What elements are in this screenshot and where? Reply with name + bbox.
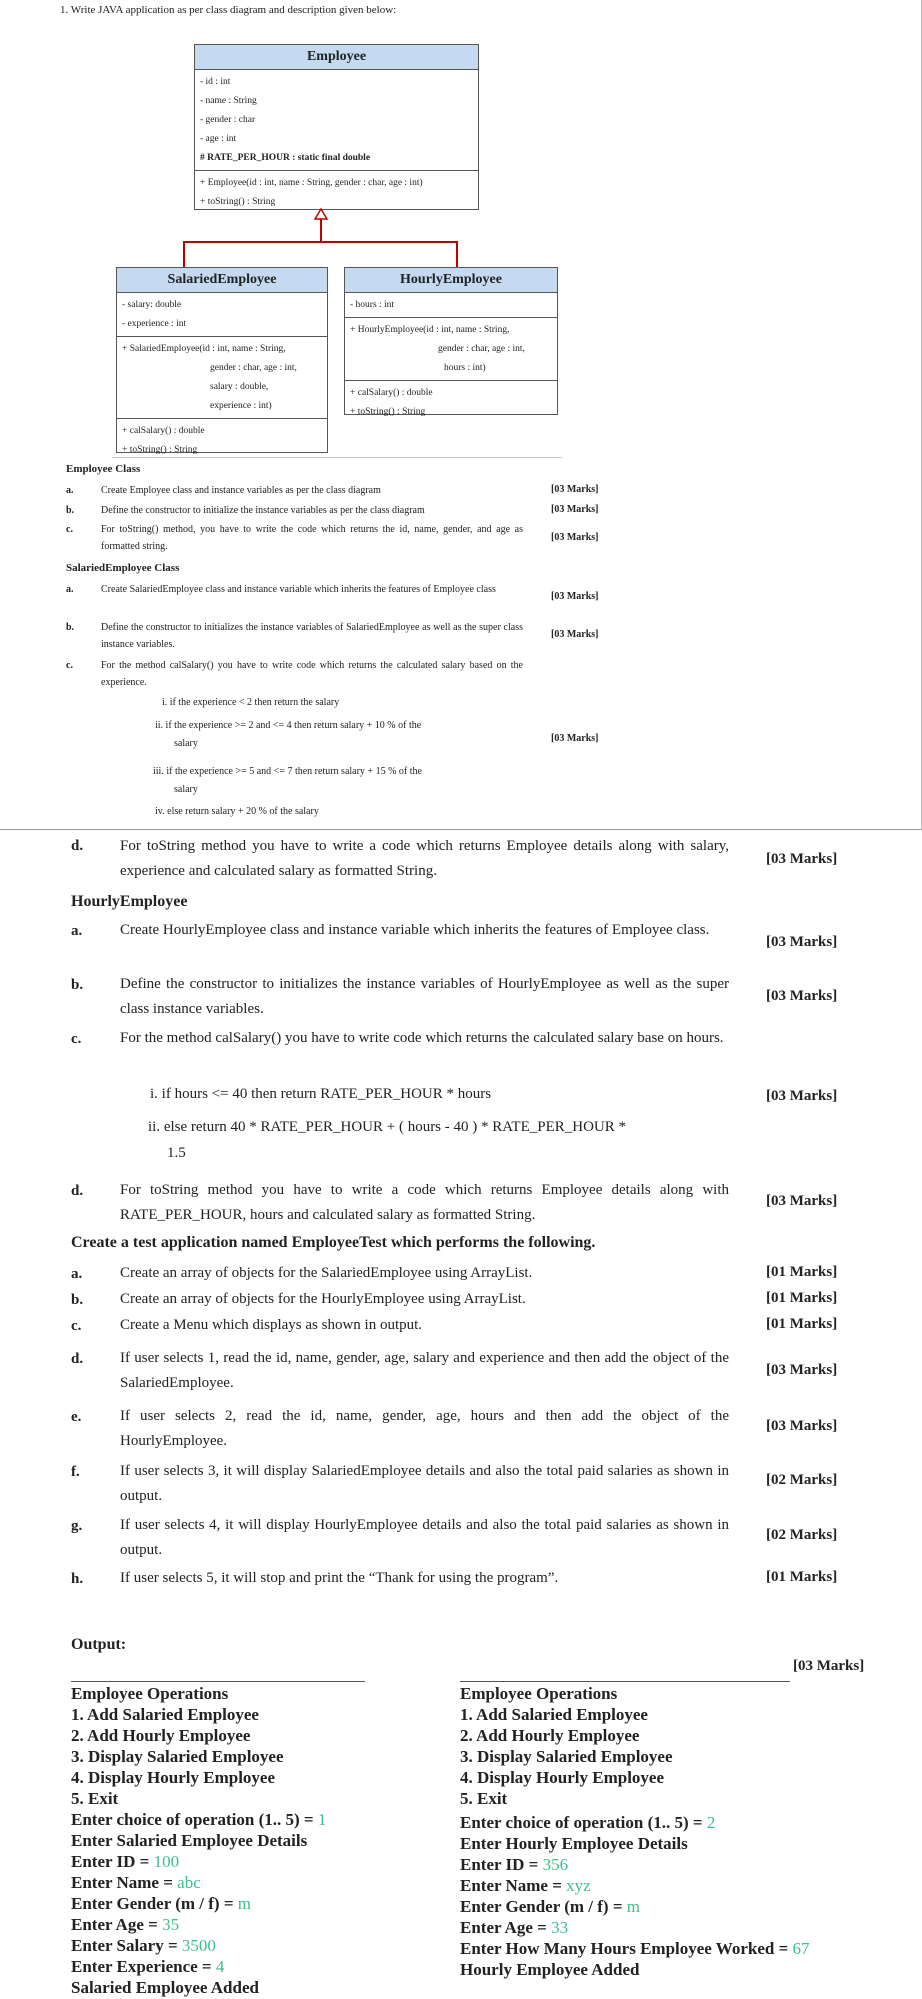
employee-methods xyxy=(195,171,478,214)
inheritance-line-left xyxy=(183,241,185,267)
marks-label: [01 Marks] xyxy=(766,1290,838,1306)
console-line xyxy=(460,1938,810,1959)
console-line xyxy=(460,1917,810,1938)
console-line xyxy=(460,1959,810,1980)
employee-method: + toString() : String xyxy=(200,197,276,207)
item-text: For toString method you have to write a code which returns Employee details along with salary, experience and calculated salary as formatted String. xyxy=(120,838,729,879)
output-left-rule xyxy=(71,1681,365,1682)
salaried-methods xyxy=(117,419,327,462)
item-letter: c. xyxy=(71,1031,82,1047)
top-document-page xyxy=(0,0,922,830)
sub-item: salary xyxy=(174,784,198,795)
hourly-class-box xyxy=(344,267,558,415)
marks-label: [03 Marks] xyxy=(766,988,838,1004)
prompt-label: Enter choice of operation (1.. 5) = xyxy=(460,1813,707,1832)
salaried-method: + toString() : String xyxy=(122,445,198,455)
salaried-attributes xyxy=(117,293,327,337)
marks-label: [02 Marks] xyxy=(766,1472,838,1488)
marks-label: [03 Marks] xyxy=(766,1418,838,1434)
employee-class-name: Employee xyxy=(195,45,478,70)
item-letter: a. xyxy=(71,1266,83,1282)
prompt-label: Enter choice of operation (1.. 5) = xyxy=(71,1810,318,1829)
item-text: Create Employee class and instance variables as per the class diagram xyxy=(101,485,381,496)
salaried-ctor xyxy=(117,337,327,419)
hourly-attr: - hours : int xyxy=(350,300,395,310)
marks-label: [01 Marks] xyxy=(766,1569,838,1585)
menu-line: 5. Exit xyxy=(71,1789,119,1808)
item-letter: b. xyxy=(66,622,75,633)
separator-line xyxy=(112,457,562,458)
marks-label: [03 Marks] xyxy=(551,591,599,602)
inheritance-arrow-icon xyxy=(314,208,328,222)
marks-label: [01 Marks] xyxy=(766,1316,838,1332)
item-text: Define the constructor to initialize the instance variables as per the class diagram xyxy=(101,505,425,516)
console-line xyxy=(71,1956,326,1977)
marks-label: [03 Marks] xyxy=(551,532,599,543)
sub-item: ii. if the experience >= 2 and <= 4 then return salary + 10 % of the xyxy=(155,720,422,731)
marks-label: [03 Marks] xyxy=(766,1088,838,1104)
item-letter: d. xyxy=(71,838,84,854)
salaried-ctor-line: salary : double, xyxy=(210,382,269,392)
prompt-label: Enter Gender (m / f) = xyxy=(71,1894,238,1913)
marks-label: [03 Marks] xyxy=(551,504,599,515)
menu-line: 3. Display Salaried Employee xyxy=(71,1747,284,1766)
item-text: If user selects 5, it will stop and print the “Thank for using the program”. xyxy=(120,1570,559,1586)
console-line xyxy=(71,1872,326,1893)
menu-line: 1. Add Salaried Employee xyxy=(460,1705,648,1724)
employee-method: + Employee(id : int, name : String, gender : char, age : int) xyxy=(200,178,423,188)
prompt-label: Enter Age = xyxy=(460,1918,552,1937)
hourly-ctor-line: gender : char, age : int, xyxy=(438,344,525,354)
marks-label: [03 Marks] xyxy=(766,934,838,950)
salaried-class-box xyxy=(116,267,328,453)
prompt-label: Enter Gender (m / f) = xyxy=(460,1897,627,1916)
marks-label: [03 Marks] xyxy=(766,1193,838,1209)
input-value: 100 xyxy=(153,1852,180,1871)
item-text: Create an array of objects for the SalariedEmployee using ArrayList. xyxy=(120,1265,533,1281)
item-text: Create a Menu which displays as shown in output. xyxy=(120,1317,423,1333)
hourly-ctor xyxy=(345,318,557,381)
hourly-attributes xyxy=(345,293,557,318)
item-text: For the method calSalary() you have to write code which returns the calculated salary based on the experience. xyxy=(101,660,523,688)
marks-label: [03 Marks] xyxy=(551,629,599,640)
input-value: 67 xyxy=(792,1939,810,1958)
sub-item: 1.5 xyxy=(167,1145,186,1161)
salaried-ctor-line: + SalariedEmployee(id : int, name : String, xyxy=(122,344,286,354)
prompt-label: Enter Age = xyxy=(71,1915,163,1934)
prompt-label: Enter How Many Hours Employee Worked = xyxy=(460,1939,793,1958)
marks-label: [03 Marks] xyxy=(551,733,599,744)
item-text: If user selects 1, read the id, name, gender, age, salary and experience and then add the object of the SalariedEmployee. xyxy=(120,1350,729,1391)
item-text: For toString() method, you have to write the code which returns the id, name, gender, and age as formatted string. xyxy=(101,524,523,552)
item-text: For toString method you have to write a code which returns Employee details along with RATE_PER_HOUR, hours and calculated salary as formatted String. xyxy=(120,1182,729,1223)
console-line xyxy=(71,1893,326,1914)
sub-item: i. if hours <= 40 then return RATE_PER_HOUR * hours xyxy=(150,1086,492,1102)
test-section-title: Create a test application named EmployeeTest which performs the following. xyxy=(71,1234,596,1251)
item-letter: c. xyxy=(66,524,73,535)
menu-line: Employee Operations xyxy=(460,1684,618,1703)
prompt-label: Enter Name = xyxy=(71,1873,178,1892)
item-text: Define the constructor to initializes the instance variables of HourlyEmployee as well as the super class instance variables. xyxy=(120,976,729,1017)
hourly-section-title: HourlyEmployee xyxy=(71,893,188,910)
prompt-label: Enter Salaried Employee Details xyxy=(71,1831,308,1850)
salaried-ctor-line: gender : char, age : int, xyxy=(210,363,297,373)
console-line xyxy=(71,1830,326,1851)
employee-class-box xyxy=(194,44,479,210)
hourly-methods xyxy=(345,381,557,424)
sub-item: ii. else return 40 * RATE_PER_HOUR + ( hours - 40 ) * RATE_PER_HOUR * xyxy=(148,1119,627,1135)
prompt-label: Enter Name = xyxy=(460,1876,567,1895)
item-letter: d. xyxy=(71,1351,84,1367)
console-line xyxy=(71,1977,326,1998)
input-value: 4 xyxy=(215,1957,225,1976)
salaried-class-name: SalariedEmployee xyxy=(117,268,327,293)
item-letter: e. xyxy=(71,1409,82,1425)
hourly-method: + toString() : String xyxy=(350,407,426,417)
item-letter: a. xyxy=(66,485,74,496)
sub-item: iii. if the experience >= 5 and <= 7 then return salary + 15 % of the xyxy=(153,766,422,777)
input-value: m xyxy=(626,1897,640,1916)
item-text: Create SalariedEmployee class and instance variable which inherits the features of Employee class xyxy=(101,584,496,595)
item-text: For the method calSalary() you have to write code which returns the calculated salary base on hours. xyxy=(120,1030,724,1046)
console-output-right xyxy=(460,1683,810,1980)
input-value: abc xyxy=(177,1873,201,1892)
input-value: 356 xyxy=(542,1855,569,1874)
prompt-label: Hourly Employee Added xyxy=(460,1960,640,1979)
item-text: If user selects 2, read the id, name, gender, age, hours and then add the object of the HourlyEmployee. xyxy=(120,1408,729,1449)
item-text: Define the constructor to initializes the instance variables of SalariedEmployee as well as the super class instance variables. xyxy=(101,622,523,650)
item-letter: b. xyxy=(71,977,84,993)
output-title: Output: xyxy=(71,1636,127,1653)
console-output-left xyxy=(71,1683,326,1998)
menu-line: 3. Display Salaried Employee xyxy=(460,1747,673,1766)
prompt-label: Enter Experience = xyxy=(71,1957,216,1976)
sub-item: i. if the experience < 2 then return the salary xyxy=(162,697,340,708)
employee-attr: - age : int xyxy=(200,134,237,144)
input-value: 35 xyxy=(162,1915,180,1934)
item-letter: a. xyxy=(71,923,83,939)
intro-question: 1. Write JAVA application as per class diagram and description given below: xyxy=(60,4,397,16)
employee-attr: - id : int xyxy=(200,77,231,87)
console-line xyxy=(460,1896,810,1917)
inheritance-line-right xyxy=(456,241,458,267)
item-text: If user selects 4, it will display HourlyEmployee details and also the total paid salaries as shown in output. xyxy=(120,1517,729,1558)
menu-line: 5. Exit xyxy=(460,1789,508,1808)
prompt-label: Salaried Employee Added xyxy=(71,1978,259,1997)
console-line xyxy=(71,1851,326,1872)
prompt-label: Enter ID = xyxy=(460,1855,543,1874)
marks-label: [03 Marks] xyxy=(766,1362,838,1378)
employee-attr: # RATE_PER_HOUR : static final double xyxy=(200,153,371,163)
menu-line: 2. Add Hourly Employee xyxy=(71,1726,251,1745)
output-marks-label: [03 Marks] xyxy=(793,1658,865,1674)
item-letter: b. xyxy=(66,505,75,516)
item-text: Create an array of objects for the HourlyEmployee using ArrayList. xyxy=(120,1291,526,1307)
sub-item: salary xyxy=(174,738,198,749)
menu-line: 2. Add Hourly Employee xyxy=(460,1726,640,1745)
input-value: 2 xyxy=(706,1813,716,1832)
input-value: 1 xyxy=(317,1810,327,1829)
employee-section-title: Employee Class xyxy=(66,463,141,475)
item-letter: f. xyxy=(71,1464,80,1480)
console-line xyxy=(71,1935,326,1956)
menu-line: 1. Add Salaried Employee xyxy=(71,1705,259,1724)
marks-label: [03 Marks] xyxy=(551,484,599,495)
hourly-class-name: HourlyEmployee xyxy=(345,268,557,293)
hourly-ctor-line: hours : int) xyxy=(444,363,486,373)
console-line xyxy=(460,1812,810,1833)
item-text: Create HourlyEmployee class and instance variable which inherits the features of Employee class. xyxy=(120,922,710,938)
console-line xyxy=(71,1914,326,1935)
salaried-attr: - experience : int xyxy=(122,319,187,329)
prompt-label: Enter Salary = xyxy=(71,1936,182,1955)
console-line xyxy=(460,1833,810,1854)
marks-label: [03 Marks] xyxy=(766,851,838,867)
employee-attr: - name : String xyxy=(200,96,257,106)
sub-item: iv. else return salary + 20 % of the salary xyxy=(155,806,319,817)
input-value: 3500 xyxy=(181,1936,216,1955)
menu-line: 4. Display Hourly Employee xyxy=(460,1768,665,1787)
input-value: xyz xyxy=(566,1876,591,1895)
console-line xyxy=(460,1854,810,1875)
menu-line: 4. Display Hourly Employee xyxy=(71,1768,276,1787)
marks-label: [02 Marks] xyxy=(766,1527,838,1543)
input-value: m xyxy=(237,1894,251,1913)
marks-label: [01 Marks] xyxy=(766,1264,838,1280)
inheritance-line-horizontal xyxy=(183,241,458,243)
menu-line: Employee Operations xyxy=(71,1684,229,1703)
employee-attr: - gender : char xyxy=(200,115,256,125)
console-line xyxy=(460,1875,810,1896)
item-letter: a. xyxy=(66,584,74,595)
employee-attributes xyxy=(195,70,478,171)
prompt-label: Enter Hourly Employee Details xyxy=(460,1834,688,1853)
salaried-ctor-line: experience : int) xyxy=(210,401,272,411)
hourly-ctor-line: + HourlyEmployee(id : int, name : String, xyxy=(350,325,510,335)
item-letter: d. xyxy=(71,1183,84,1199)
item-letter: g. xyxy=(71,1518,83,1534)
item-text: If user selects 3, it will display SalariedEmployee details and also the total paid salaries as shown in output. xyxy=(120,1463,729,1504)
output-right-rule xyxy=(460,1681,790,1682)
input-value: 33 xyxy=(551,1918,569,1937)
item-letter: c. xyxy=(66,660,73,671)
item-letter: h. xyxy=(71,1571,84,1587)
salaried-method: + calSalary() : double xyxy=(122,426,205,436)
item-letter: b. xyxy=(71,1292,84,1308)
prompt-label: Enter ID = xyxy=(71,1852,154,1871)
hourly-method: + calSalary() : double xyxy=(350,388,433,398)
salaried-section-title: SalariedEmployee Class xyxy=(66,562,180,574)
item-letter: c. xyxy=(71,1318,82,1334)
salaried-attr: - salary: double xyxy=(122,300,182,310)
console-line xyxy=(71,1809,326,1830)
